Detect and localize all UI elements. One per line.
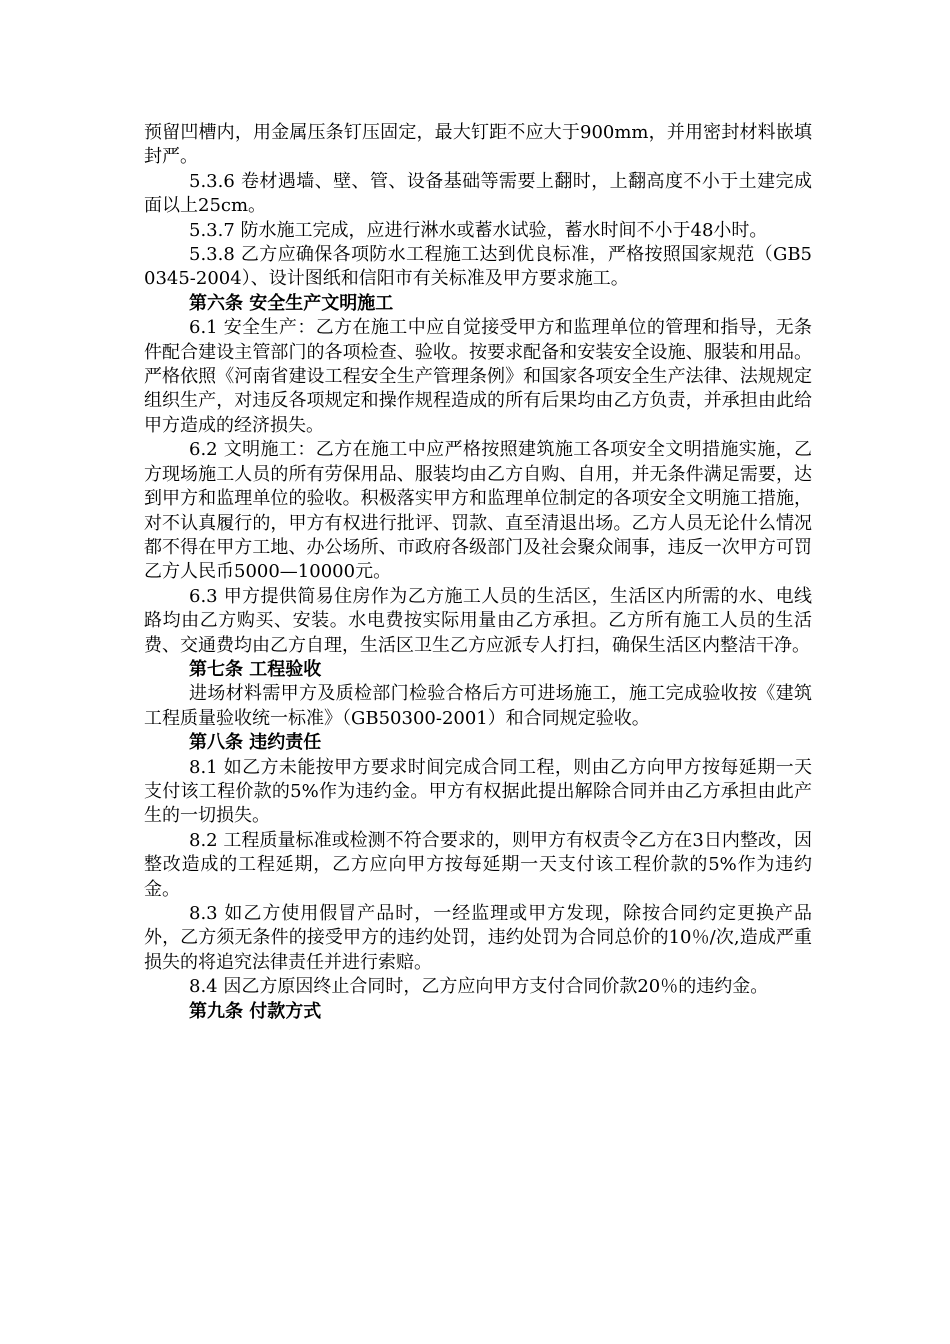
article-7-body: 进场材料需甲方及质检部门检验合格后方可进场施工，施工完成验收按《建筑工程质量验收统一标准》（GB50300-2001）和合同规定验收。 <box>144 683 812 729</box>
clause-6-2: 6.2 文明施工：乙方在施工中应严格按照建筑施工各项安全文明措施实施，乙方现场施工人员的所有劳保用品、服装均由乙方自购、自用，并无条件满足需要，达到甲方和监理单位的验收。积极落实甲方和监理单位制定的各项安全文明施工措施，对不认真履行的，甲方有权进行批评、罚款、直至清退出场。乙方人员无论什么情况都不得在甲方工地、办公场所、市政府各级部门及社会聚众闹事，违反一次甲方可罚乙方人民币5000—10000元。 <box>144 439 812 583</box>
clause-8-1: 8.1 如乙方未能按甲方要求时间完成合同工程，则由乙方向甲方按每延期一天支付该工程价款的5%作为违约金。甲方有权据此提出解除合同并由乙方承担由此产生的一切损失。 <box>144 756 812 827</box>
section-heading-article-6: 第六条 安全生产文明施工 <box>189 292 394 314</box>
section-heading-article-9: 第九条 付款方式 <box>189 1000 322 1022</box>
clause-8-3: 8.3 如乙方使用假冒产品时，一经监理或甲方发现，除按合同约定更换产品外，乙方须无条件的接受甲方的违约处罚，违约处罚为合同总价的10％/次,造成严重损失的将追究法律责任并进行索赔。 <box>144 903 812 973</box>
clause-5-3-8: 5.3.8 乙方应确保各项防水工程施工达到优良标准，严格按照国家规范（GB50345-2004）、设计图纸和信阳市有关标准及甲方要求施工。 <box>144 244 812 290</box>
clause-5-3-7: 5.3.7 防水施工完成，应进行淋水或蓄水试验，蓄水时间不小于48小时。 <box>189 219 768 241</box>
section-heading-article-8: 第八条 违约责任 <box>189 732 322 754</box>
document-page <box>144 121 812 1024</box>
clause-6-3: 6.3 甲方提供简易住房作为乙方施工人员的生活区，生活区内所需的水、电线路均由乙方购买、安装。水电费按实际用量由乙方承担。乙方所有施工人员的生活费、交通费均由乙方自理，生活区卫生乙方应派专人打扫，确保生活区内整洁干净。 <box>144 585 812 656</box>
clause-8-2: 8.2 工程质量标准或检测不符合要求的，则甲方有权责令乙方在3日内整改，因整改造成的工程延期，乙方应向甲方按每延期一天支付该工程价款的5%作为违约金。 <box>144 829 812 900</box>
clause-6-1: 6.1 安全生产：乙方在施工中应自觉接受甲方和监理单位的管理和指导，无条件配合建设主管部门的各项检查、验收。按要求配备和安装安全设施、服装和用品。严格依照《河南省建设工程安全生产管理条例》和国家各项安全生产法律、法规规定组织生产，对违反各项规定和操作规程造成的所有后果均由乙方负责，并承担由此给甲方造成的经济损失。 <box>144 317 812 436</box>
section-heading-article-7: 第七条 工程验收 <box>189 658 322 680</box>
clause-5-3-6: 5.3.6 卷材遇墙、壁、管、设备基础等需要上翻时，上翻高度不小于土建完成面以上25cm。 <box>144 170 812 217</box>
clause-8-4: 8.4 因乙方原因终止合同时，乙方应向甲方支付合同价款20％的违约金。 <box>189 976 769 998</box>
paragraph: 预留凹槽内，用金属压条钉压固定，最大钉距不应大于900mm，并用密封材料嵌填封严。 <box>144 122 812 168</box>
